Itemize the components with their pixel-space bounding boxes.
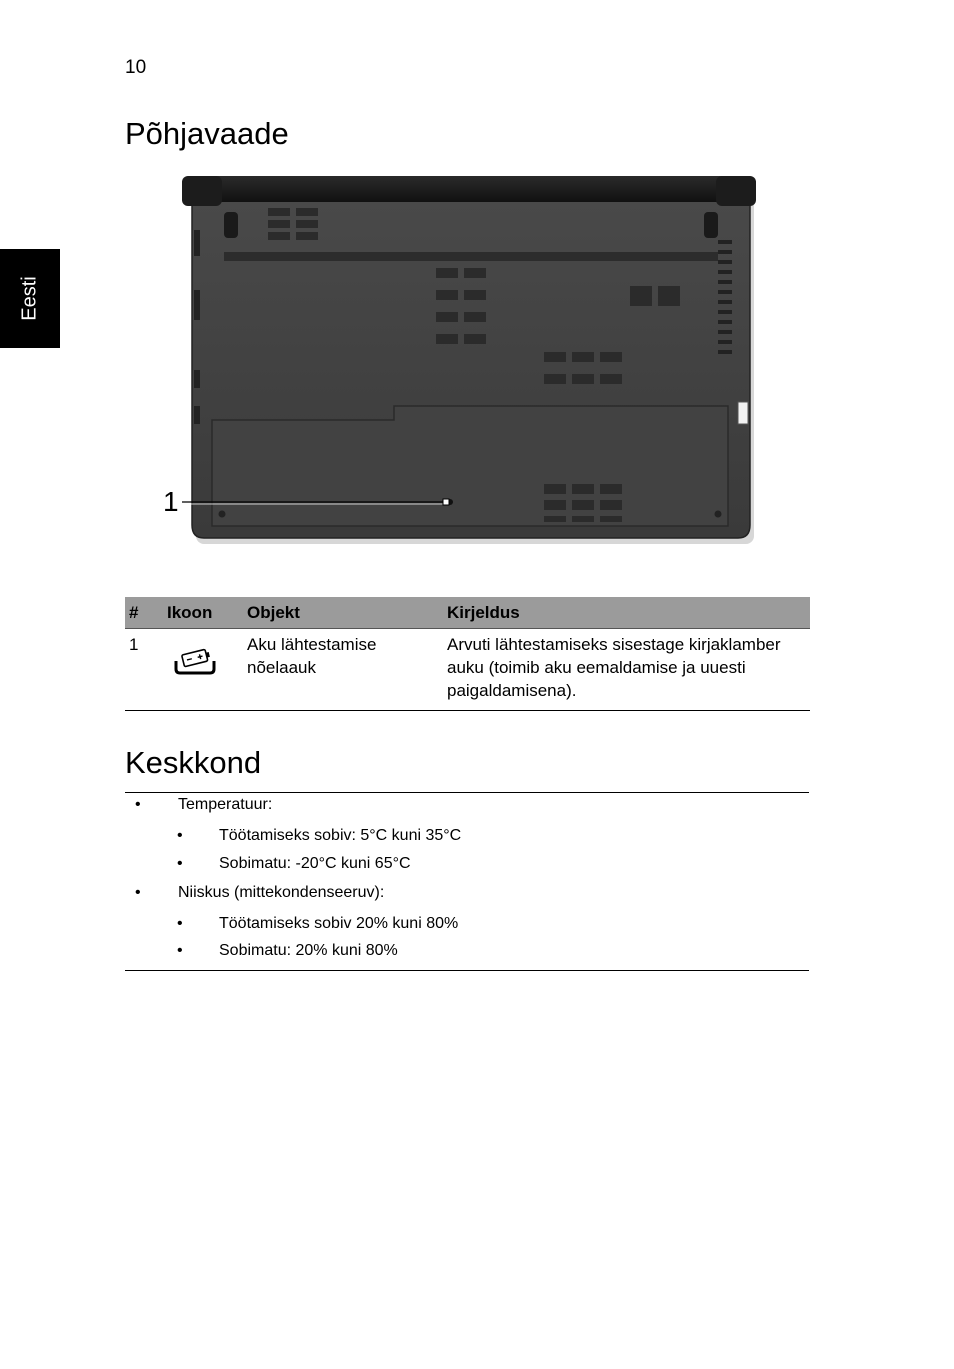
list-subitem-text: Töötamiseks sobiv: 5°C kuni 35°C <box>219 827 462 844</box>
environment-specs <box>125 792 809 971</box>
header-description: Kirjeldus <box>443 597 810 629</box>
header-object: Objekt <box>243 597 443 629</box>
header-icon: Ikoon <box>163 597 243 629</box>
page-number: 10 <box>125 57 147 78</box>
section-title-environment: Keskkond <box>125 745 262 780</box>
row-description: Arvuti lähtestamiseks sisestage kirjaklamber auku (toimib aku eemaldamise ja uuesti paigaldamisena). <box>443 629 810 711</box>
list-subitem-text: Töötamiseks sobiv 20% kuni 80% <box>219 915 459 932</box>
battery-reset-icon <box>173 647 217 681</box>
bottom-view-table <box>125 597 810 711</box>
bullet: • <box>177 942 183 959</box>
bullet: • <box>177 827 183 844</box>
section-title-bottom-view: Põhjavaade <box>125 116 289 151</box>
row-object: Aku lähtestamise nõelaauk <box>243 629 443 711</box>
list-item-text: Temperatuur: <box>178 796 273 813</box>
list-item-text: Niiskus (mittekondenseeruv): <box>178 884 385 901</box>
table-header-row <box>125 597 810 629</box>
row-num: 1 <box>125 629 163 711</box>
bullet: • <box>135 796 141 813</box>
language-tab <box>0 249 60 348</box>
language-tab-label: Eesti <box>18 276 41 321</box>
callout-number: 1 <box>163 486 179 517</box>
bullet: • <box>177 855 183 872</box>
laptop-bottom-illustration <box>160 170 760 550</box>
row-icon-cell <box>163 629 243 711</box>
list-subitem-text: Sobimatu: 20% kuni 80% <box>219 942 398 959</box>
table-row <box>125 629 810 711</box>
header-num: # <box>125 597 163 629</box>
list-subitem-text: Sobimatu: -20°C kuni 65°C <box>219 855 411 872</box>
bullet: • <box>135 884 141 901</box>
bullet: • <box>177 915 183 932</box>
